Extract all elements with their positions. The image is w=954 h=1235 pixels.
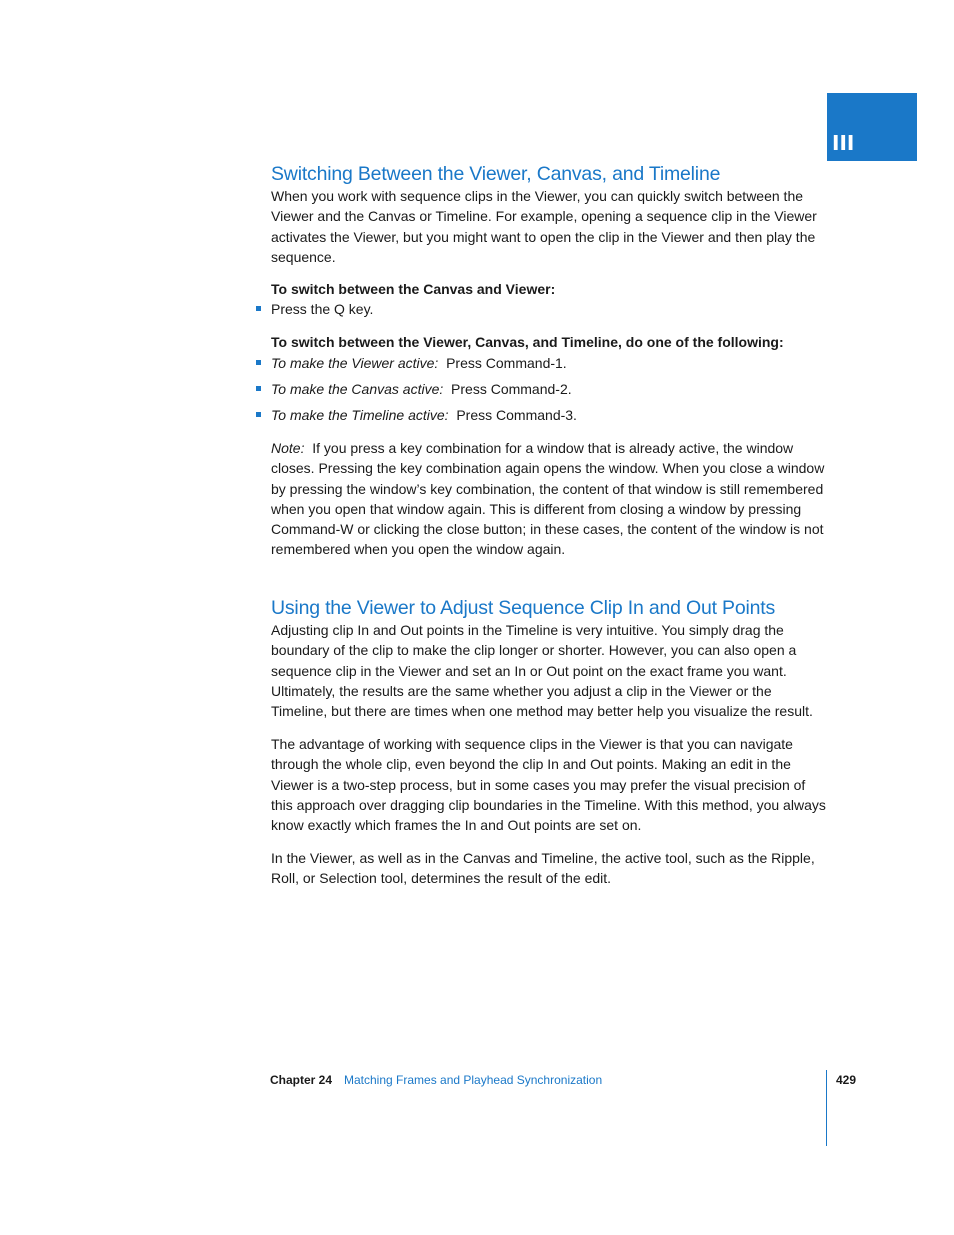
footer-divider — [826, 1070, 827, 1146]
section-switching — [271, 162, 826, 560]
bullet-item — [271, 299, 826, 319]
section-adjust-points — [271, 596, 826, 889]
section-heading: Switching Between the Viewer, Canvas, and Timeline — [271, 163, 721, 185]
bullet-icon — [256, 386, 261, 391]
body-paragraph: In the Viewer, as well as in the Canvas and Timeline, the active tool, such as the Ripple, Roll, or Selection tool, determines the result of the edit. — [271, 849, 815, 887]
bullet-text: Press Command-2. — [451, 380, 572, 397]
bullet-text: Press Command-1. — [446, 354, 567, 371]
bullet-text: Press the Q key. — [271, 301, 374, 318]
note-label: Note: — [271, 439, 305, 456]
body-paragraph: The advantage of working with sequence clips in the Viewer is that you can navigate through the whole clip, even beyond the clip In and Out points. Making an edit in the Viewer is a two-step process, but in some cases you may prefer the visual precision of this approach over dragging clip boundaries in the Timeline. With this method, you always know exactly which frames the In and Out points are set on. — [271, 735, 826, 834]
bullet-item — [271, 405, 826, 425]
section-heading: Using the Viewer to Adjust Sequence Clip In and Out Points — [271, 597, 776, 619]
body-paragraph: Adjusting clip In and Out points in the Timeline is very intuitive. You simply drag the boundary of the clip to make the clip longer or shorter. However, you can also open a sequence clip in the Viewer and set an In or Out point on the exact frame you want. Ultimately, the results are the same whether you adjust a clip in the Viewer or the Timeline, but there are times when one method may better help you visualize the result. — [271, 622, 813, 720]
task-lead: To switch between the Canvas and Viewer: — [271, 281, 556, 298]
task-lead: To switch between the Viewer, Canvas, and Timeline, do one of the following: — [271, 334, 784, 351]
note-paragraph — [271, 438, 826, 560]
note-text: If you press a key combination for a window that is already active, the window closes. Pressing the key combination again opens the window. When you close a window by pressing the window’s key combination, the content of that window is still remembered when you open that window again. This is different from closing a window by pressing Command-W or clicking the close button; in these cases, the content of the window is not remembered when you open the window again. — [271, 439, 825, 558]
bullet-icon — [256, 412, 261, 417]
bullet-item — [271, 353, 826, 373]
page-number: 429 — [836, 1073, 857, 1087]
body-paragraph: When you work with sequence clips in the Viewer, you can quickly switch between the Viewer and the Canvas or Timeline. For example, opening a sequence clip in the Viewer activates the Viewer, but you might want to open the clip in the Viewer and then play the sequence. — [271, 188, 817, 265]
bullet-term: To make the Canvas active: — [271, 380, 444, 397]
footer-chapter: Chapter 24 — [270, 1073, 333, 1087]
bullet-term: To make the Viewer active: — [271, 354, 439, 371]
footer-chapter-title: Matching Frames and Playhead Synchronization — [344, 1073, 603, 1087]
bullet-term: To make the Timeline active: — [271, 407, 449, 424]
part-tab — [827, 93, 917, 161]
part-tab-label: III — [832, 131, 855, 155]
bullet-icon — [256, 360, 261, 365]
bullet-item — [271, 379, 826, 399]
bullet-icon — [256, 306, 261, 311]
bullet-text: Press Command-3. — [456, 407, 577, 424]
